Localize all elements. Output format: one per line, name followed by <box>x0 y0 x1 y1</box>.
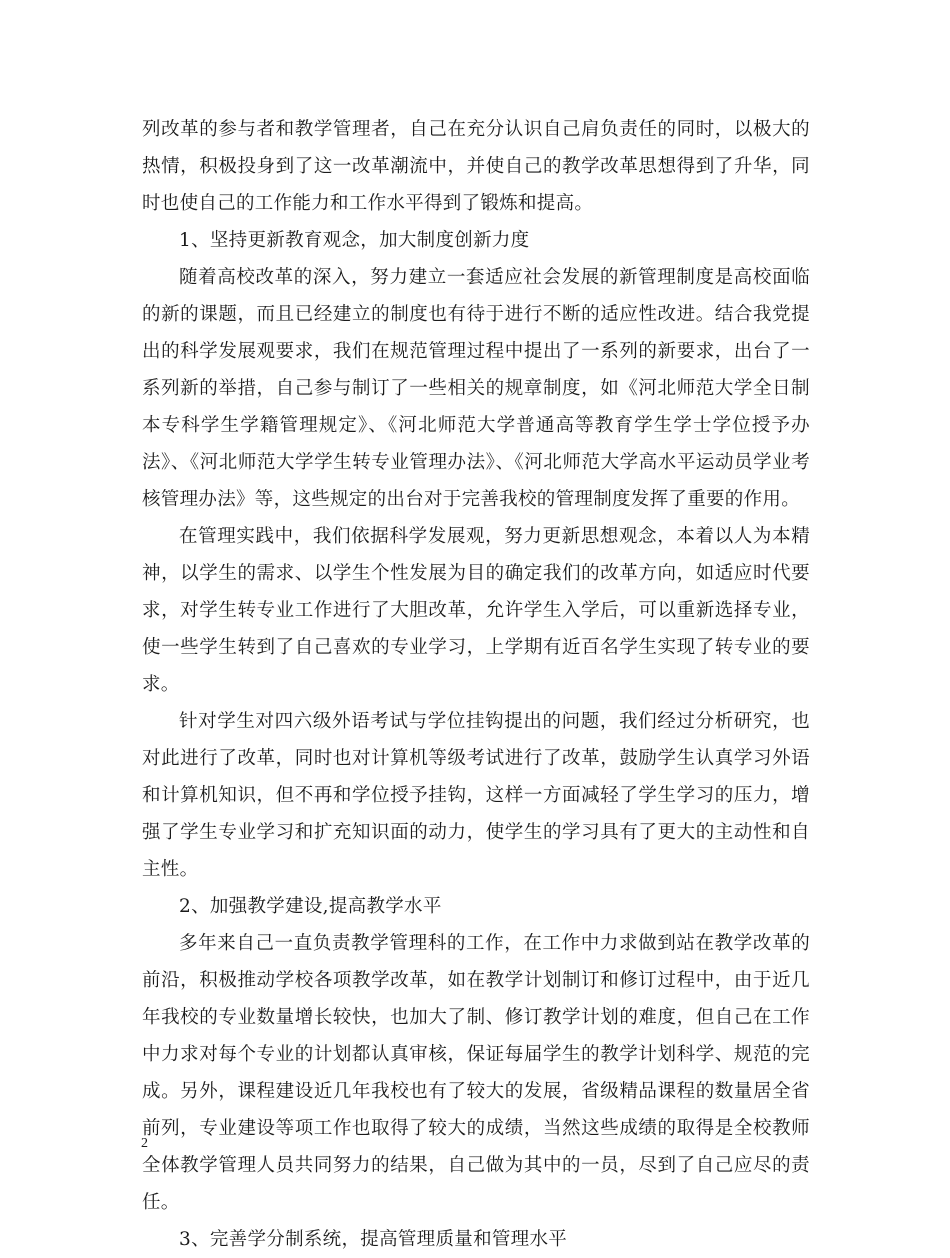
paragraph: 随着高校改革的深入，努力建立一套适应社会发展的新管理制度是高校面临的新的课题，而且已经建立的制度也有待于进行不断的适应性改进。结合我党提出的科学发展观要求，我们在规范管理过程中提出了一系列的新要求，出台了一系列新的举措，自己参与制订了一些相关的规章制度，如《河北师范大学全日制本专科学生学籍管理规定》、《河北师范大学普通高等教育学生学士学位授予办法》、《河北师范大学学生转专业管理办法》、《河北师范大学高水平运动员学业考核管理办法》等，这些规定的出台对于完善我校的管理制度发挥了重要的作用。 <box>142 267 810 510</box>
paragraph: 在管理实践中，我们依据科学发展观，努力更新思想观念，本着以人为本精神，以学生的需求、以学生个性发展为目的确定我们的改革方向，如适应时代要求，对学生转专业工作进行了大胆改革，允许学生入学后，可以重新选择专业，使一些学生转到了自己喜欢的专业学习，上学期有近百名学生实现了转专业的要求。 <box>142 526 810 695</box>
section-heading: 3、完善学分制系统，提高管理质量和管理水平 <box>179 1229 568 1250</box>
section-heading: 2、加强教学建设,提高教学水平 <box>179 896 442 917</box>
section-heading: 1、坚持更新教育观念，加大制度创新力度 <box>179 230 530 251</box>
paragraph: 列改革的参与者和教学管理者，自己在充分认识自己肩负责任的同时，以极大的热情，积极投身到了这一改革潮流中，并使自己的教学改革思想得到了升华，同时也使自己的工作能力和工作水平得到了锻炼和提高。 <box>142 119 810 214</box>
page-number: 2 <box>141 1136 148 1151</box>
paragraph: 针对学生对四六级外语考试与学位挂钩提出的问题，我们经过分析研究，也对此进行了改革，同时也对计算机等级考试进行了改革，鼓励学生认真学习外语和计算机知识，但不再和学位授予挂钩，这样一方面减轻了学生学习的压力，增强了学生专业学习和扩充知识面的动力，使学生的学习具有了更大的主动性和自主性。 <box>142 711 810 880</box>
document-body <box>142 111 810 1258</box>
paragraph: 多年来自己一直负责教学管理科的工作，在工作中力求做到站在教学改革的前沿，积极推动学校各项教学改革，如在教学计划制订和修订过程中，由于近几年我校的专业数量增长较快，也加大了制、修订教学计划的难度，但自己在工作中力求对每个专业的计划都认真审核，保证每届学生的教学计划科学、规范的完成。另外，课程建设近几年我校也有了较大的发展，省级精品课程的数量居全省前列，专业建设等项工作也取得了较大的成绩，当然这些成绩的取得是全校教师全体教学管理人员共同努力的结果，自己做为其中的一员，尽到了自己应尽的责任。 <box>142 933 810 1213</box>
